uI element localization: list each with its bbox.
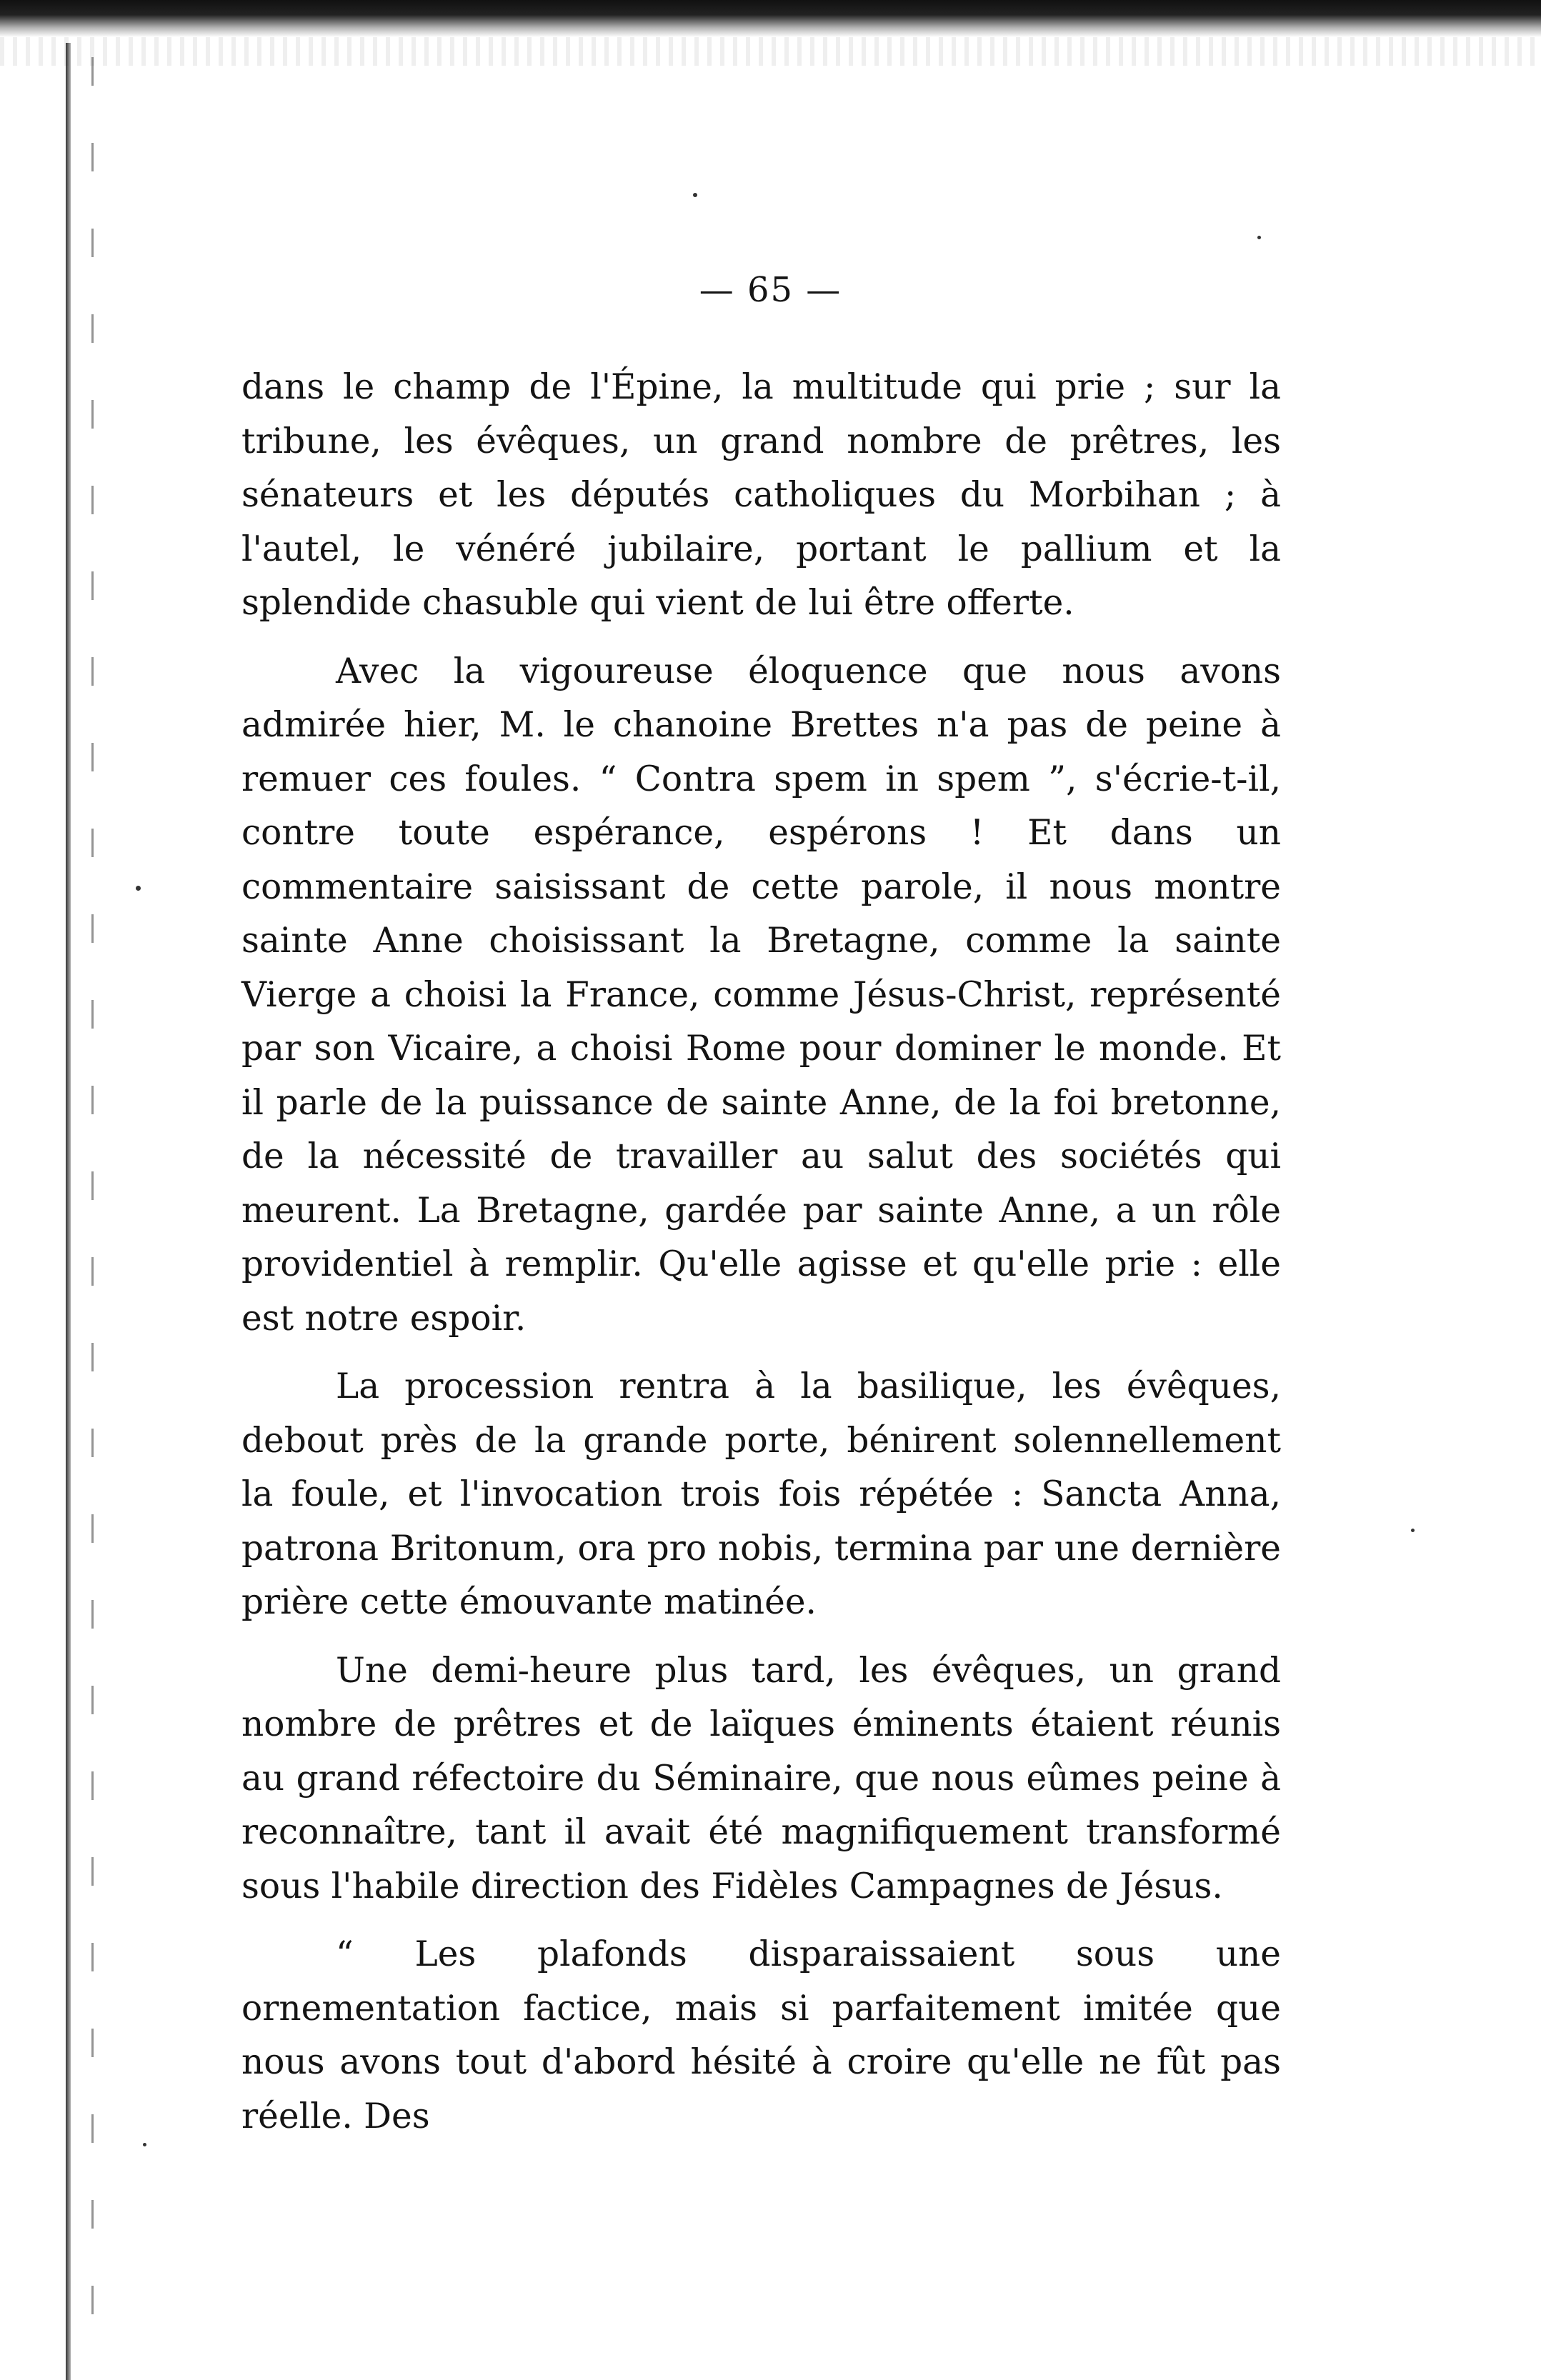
paragraph-1: dans le champ de l'Épine, la multitude qui prie ; sur la tribune, les évêques, un grand nombre de prêtres, les sénateurs et les députés catholiques du Morbihan ; à l'autel, le vénéré jubilaire, portant le pallium et la splendide chasuble qui vient de lui être offerte. — [241, 367, 1281, 623]
body-text — [241, 361, 1281, 2158]
paragraph-4: Une demi-heure plus tard, les évêques, un grand nombre de prêtres et de laïques éminents étaient réunis au grand réfectoire du Séminaire, que nous eûmes peine à reconnaître, tant il avait été magnifiquement transformé sous l'habile direction des Fidèles Campagnes de Jésus. — [241, 1650, 1281, 1906]
scan-left-edge — [66, 43, 71, 2380]
paragraph-3: La procession rentra à la basilique, les évêques, debout près de la grande porte, bénirent solennellement la foule, et l'invocation trois fois répétée : Sancta Anna, patrona Britonum, ora pro nobis, termina par une dernière prière cette émouvante matinée. — [241, 1366, 1281, 1622]
scan-top-noise — [0, 37, 1541, 66]
scan-speck — [1257, 236, 1261, 239]
scan-left-margin-mark — [91, 57, 94, 2343]
scan-speck — [136, 886, 141, 891]
page-number: — 65 — — [699, 270, 842, 310]
scan-speck — [693, 193, 697, 197]
paragraph-2: Avec la vigoureuse éloquence que nous avons admirée hier, M. le chanoine Brettes n'a pas de peine à remuer ces foules. “ Contra spem in spem ”, s'écrie-t-il, contre toute espérance, espérons ! Et dans un commentaire saisissant de cette parole, il nous montre sainte Anne choisissant la Bretagne, comme la sainte Vierge a choisi la France, comme Jésus-Christ, représenté par son Vicaire, a choisi Rome pour dominer le monde. Et il parle de la puissance de sainte Anne, de la foi bretonne, de la nécessité de travailler au salut des sociétés qui meurent. La Bretagne, gardée par sainte Anne, a un rôle providentiel à remplir. Qu'elle agisse et qu'elle prie : elle est notre espoir. — [241, 651, 1281, 1339]
scan-top-edge — [0, 0, 1541, 37]
paragraph-5: “ Les plafonds disparaissaient sous une ornementation factice, mais si parfaitement imitée que nous avons tout d'abord hésité à croire qu'elle ne fût pas réelle. Des — [241, 1934, 1281, 2136]
scan-speck — [1411, 1529, 1415, 1532]
scan-speck — [143, 2143, 146, 2146]
